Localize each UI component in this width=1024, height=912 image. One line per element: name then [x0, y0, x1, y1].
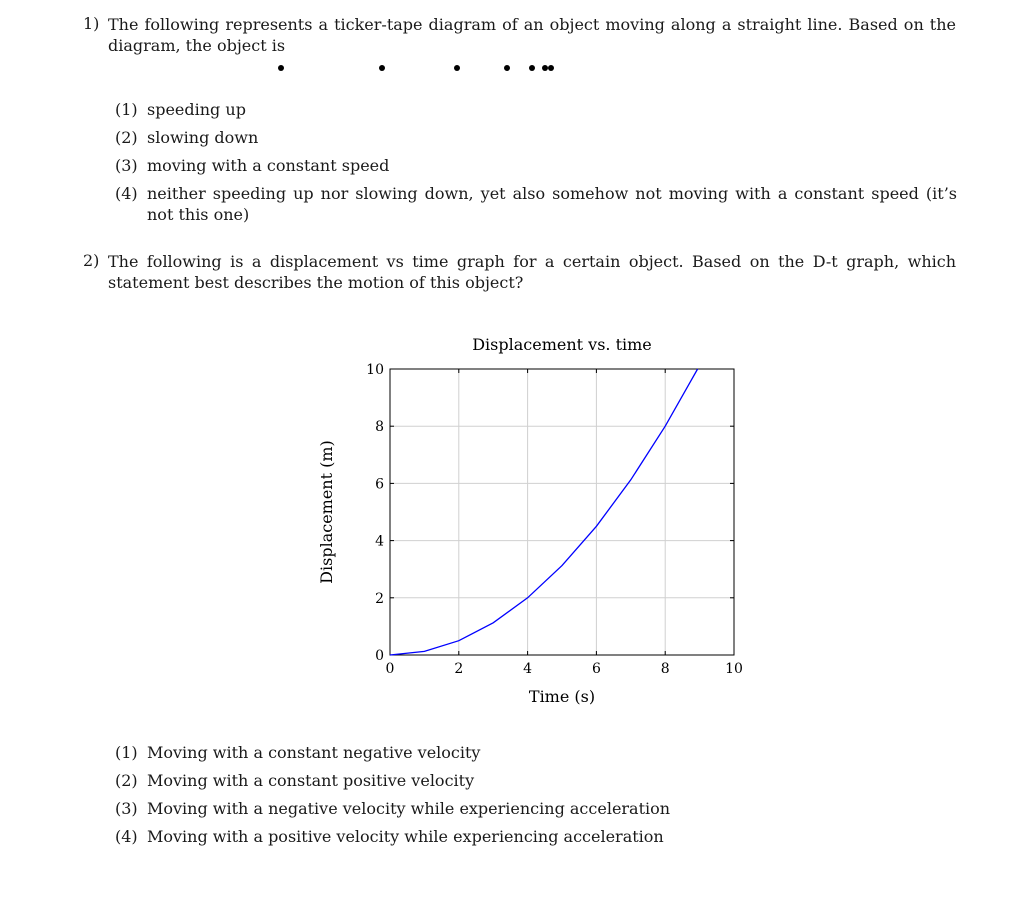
- option-label: (1): [115, 100, 138, 119]
- displacement-curve: [390, 369, 698, 655]
- y-tick-label: 6: [375, 476, 384, 493]
- q2-option-4: [115, 826, 957, 847]
- option-label: (1): [115, 743, 138, 762]
- question-1-text: The following represents a ticker-tape diagram of an object moving along a straight line. Based on the diagram, the object is: [108, 15, 956, 55]
- option-text: Moving with a constant positive velocity: [147, 771, 475, 790]
- option-text: slowing down: [147, 128, 259, 147]
- x-tick-label: 2: [454, 661, 464, 677]
- option-text: Moving with a positive velocity while experiencing acceleration: [147, 827, 664, 846]
- y-axis-label: Displacement (m): [317, 440, 336, 584]
- option-label: (3): [115, 156, 138, 175]
- question-2-number: 2): [83, 251, 100, 270]
- question-1-number: 1): [83, 14, 100, 33]
- y-tick-label: 0: [375, 648, 384, 664]
- chart-title: Displacement vs. time: [472, 335, 652, 354]
- q2-option-3: [115, 798, 957, 819]
- x-tick-label: 0: [385, 661, 395, 677]
- y-tick-label: 2: [375, 590, 384, 607]
- x-axis-label: Time (s): [528, 687, 596, 706]
- option-label: (4): [115, 827, 138, 846]
- option-text: Moving with a negative velocity while experiencing acceleration: [147, 799, 671, 818]
- option-text: moving with a constant speed: [147, 156, 390, 175]
- option-text: Moving with a constant negative velocity: [147, 743, 481, 762]
- x-tick-label: 6: [591, 661, 601, 677]
- plot-frame: [390, 369, 734, 655]
- option-label: (4): [115, 184, 138, 203]
- question-2-text: The following is a displacement vs time graph for a certain object. Based on the D-t graph, which statement best describes the motion of this object?: [108, 252, 956, 292]
- option-label: (3): [115, 799, 138, 818]
- y-tick-label: 8: [375, 419, 384, 436]
- x-tick-label: 8: [660, 661, 670, 677]
- option-label: (2): [115, 128, 138, 147]
- option-label: (2): [115, 771, 138, 790]
- y-tick-label: 4: [375, 533, 384, 550]
- x-tick-label: 10: [725, 661, 743, 677]
- x-tick-label: 4: [523, 661, 533, 677]
- option-text: neither speeding up nor slowing down, yet also somehow not moving with a constant speed (it’s not this one): [147, 184, 957, 224]
- option-text: speeding up: [147, 100, 246, 119]
- y-tick-label: 10: [366, 362, 384, 378]
- q2-option-1: [115, 742, 957, 763]
- q2-option-2: [115, 770, 957, 791]
